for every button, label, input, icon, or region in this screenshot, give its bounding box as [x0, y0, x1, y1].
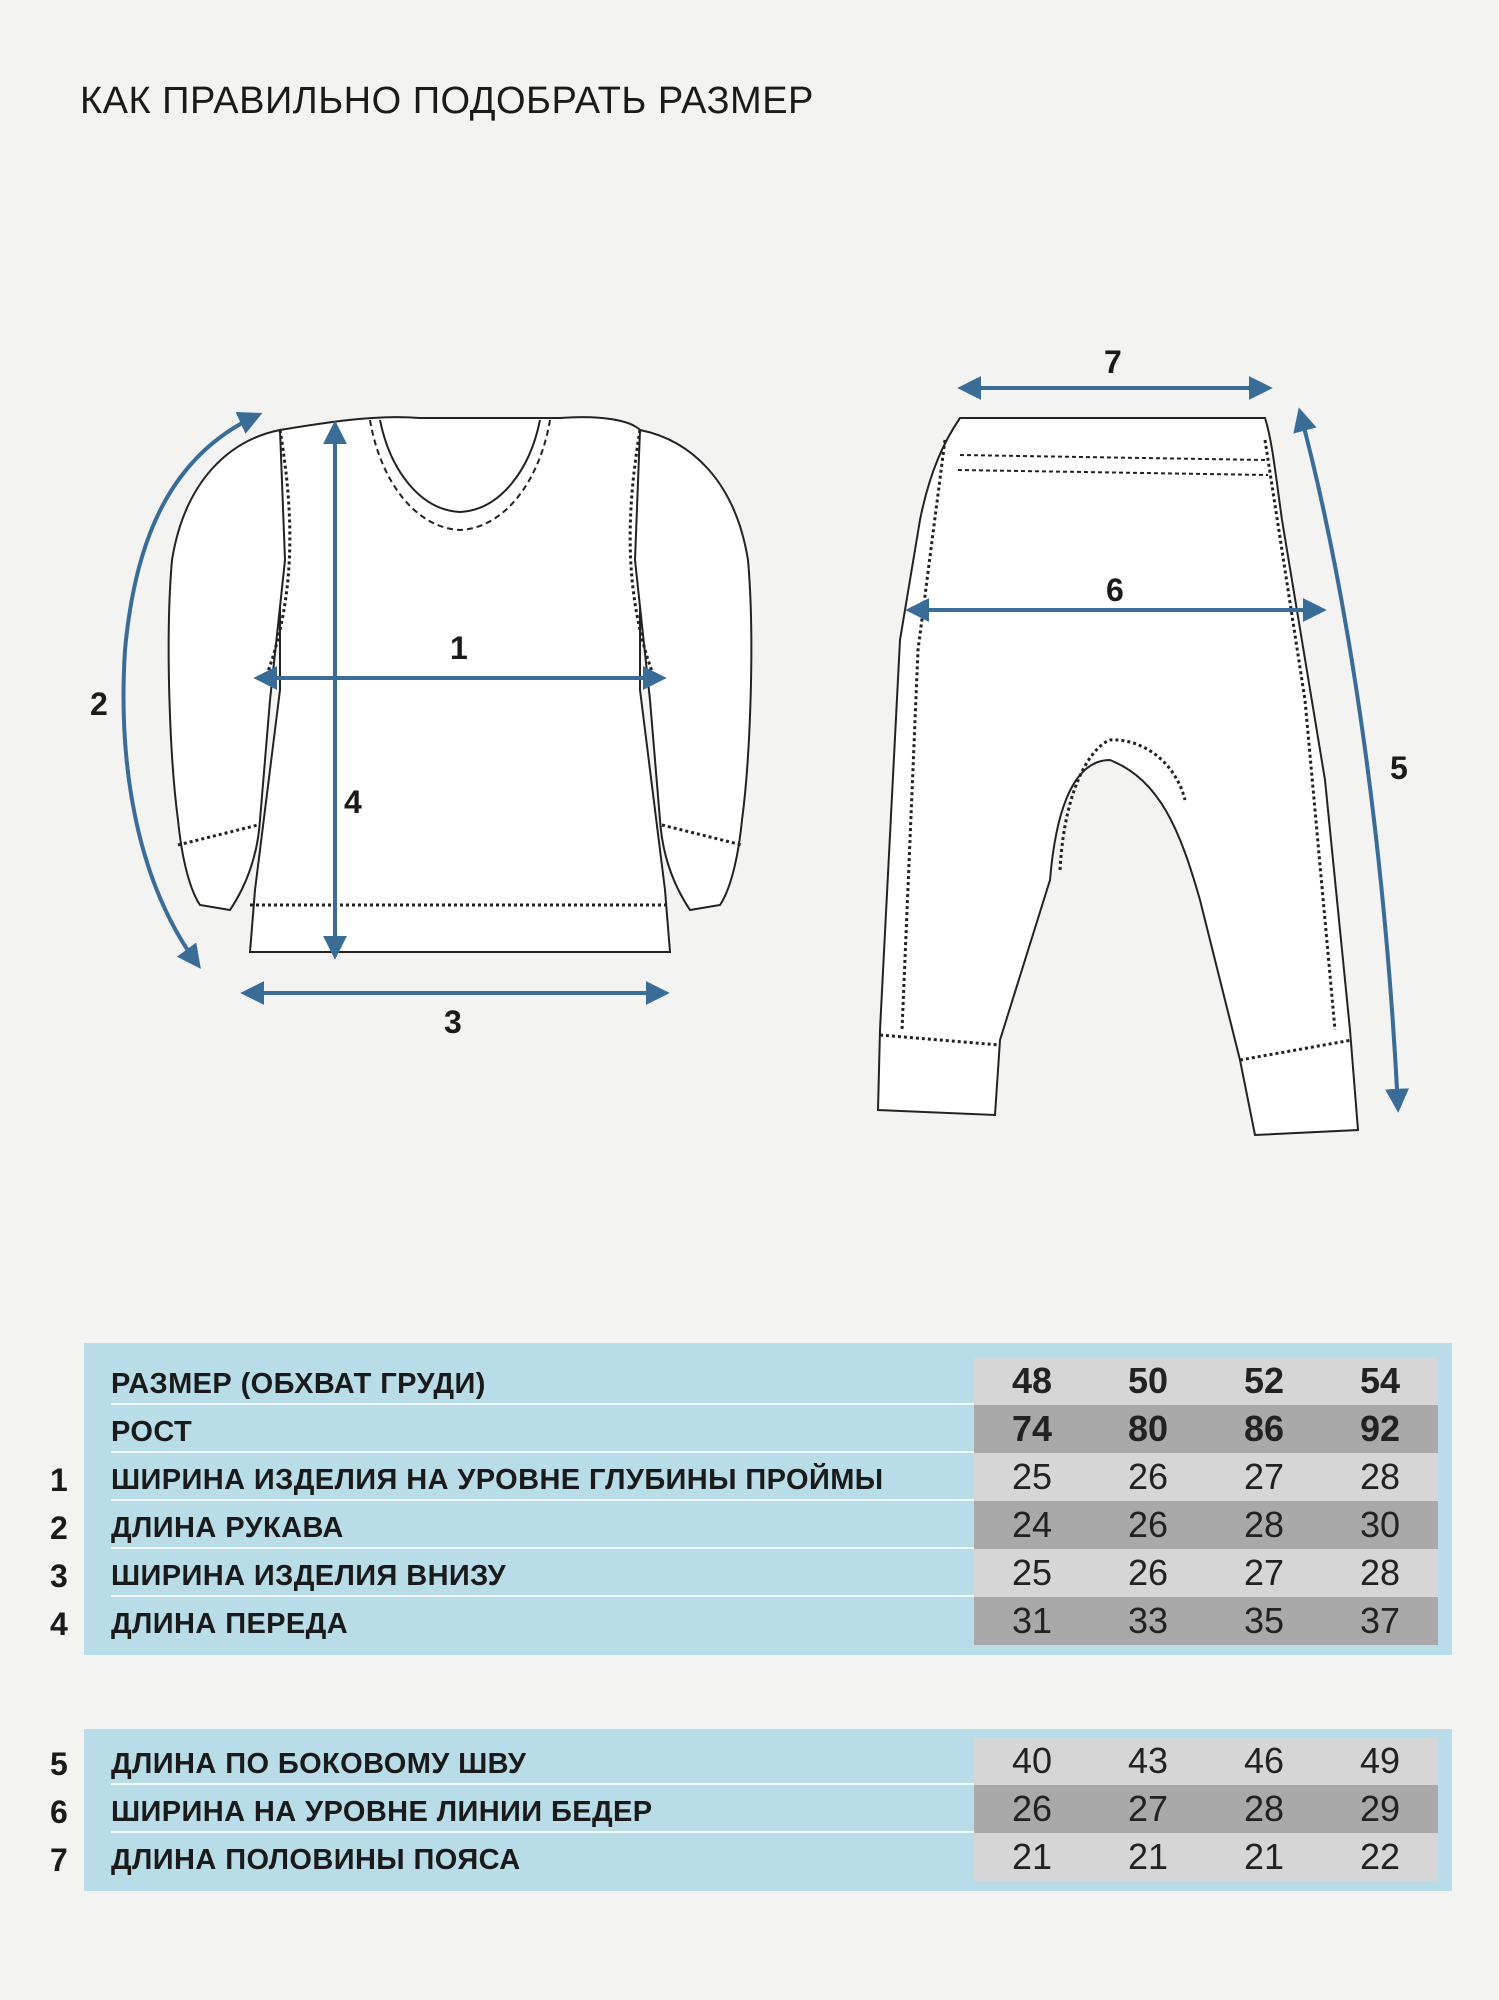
measure-label-4: 4	[344, 784, 362, 820]
measure-label-6: 6	[1106, 572, 1124, 608]
table-row: ШИРИНА НА УРОВНЕ ЛИНИИ БЕДЕР 26 27 28 29	[84, 1785, 1452, 1833]
table-row: ШИРИНА ИЗДЕЛИЯ ВНИЗУ 25 26 27 28	[84, 1549, 1452, 1597]
size-table-bottom	[84, 1729, 1452, 1891]
row-number: 5	[50, 1746, 68, 1782]
measure-label-7: 7	[1104, 344, 1122, 380]
measure-label-3: 3	[444, 1004, 462, 1040]
table-row: ДЛИНА ПО БОКОВОМУ ШВУ 40 43 46 49	[84, 1737, 1452, 1785]
table-row: РОСТ 74 80 86 92	[84, 1405, 1452, 1453]
row-number: 1	[50, 1462, 68, 1498]
row-number: 6	[50, 1794, 68, 1830]
sweatshirt-drawing	[169, 417, 752, 952]
table-row: ШИРИНА ИЗДЕЛИЯ НА УРОВНЕ ГЛУБИНЫ ПРОЙМЫ 25 26 27 28	[84, 1453, 1452, 1501]
table-row: ДЛИНА ПЕРЕДА 31 33 35 37	[84, 1597, 1452, 1645]
table-row: РАЗМЕР (ОБХВАТ ГРУДИ) 48 50 52 54	[84, 1357, 1452, 1405]
table-row: ДЛИНА ПОЛОВИНЫ ПОЯСА 21 21 21 22	[84, 1833, 1452, 1881]
measure-label-5: 5	[1390, 750, 1408, 786]
size-table-top	[84, 1343, 1452, 1655]
row-number: 7	[50, 1842, 68, 1878]
page-title: КАК ПРАВИЛЬНО ПОДОБРАТЬ РАЗМЕР	[80, 80, 814, 122]
measure-label-1: 1	[450, 630, 468, 666]
measure-label-2: 2	[90, 686, 108, 722]
row-number: 3	[50, 1558, 68, 1594]
row-number: 4	[50, 1606, 68, 1642]
row-number: 2	[50, 1510, 68, 1546]
table-row: ДЛИНА РУКАВА 24 26 28 30	[84, 1501, 1452, 1549]
pants-drawing	[878, 418, 1358, 1135]
